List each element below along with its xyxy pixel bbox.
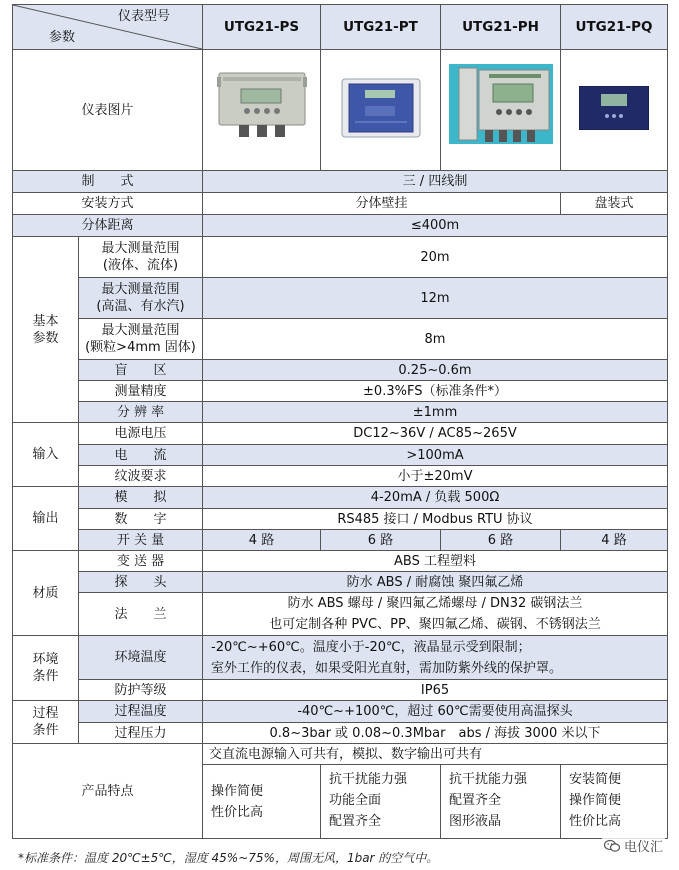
wechat-icon <box>604 839 620 853</box>
protection-label: 防护等级 <box>79 680 203 701</box>
process-temp-label: 过程温度 <box>79 701 203 723</box>
device-image-ps <box>203 50 321 171</box>
model-pq: UTG21-PQ <box>561 5 668 50</box>
range-hot-label <box>79 278 203 319</box>
flange-line1: 防水 ABS 螺母 / 聚四氟乙烯螺母 / DN32 碳钢法兰 <box>287 596 583 611</box>
feature-item: 性价比高 <box>569 814 622 829</box>
model-pt: UTG21-PT <box>321 5 441 50</box>
distance-label: 分体距离 <box>13 215 203 237</box>
feature-item: 操作简便 <box>569 793 622 808</box>
environment-group-line1: 环境 <box>32 652 59 667</box>
flange-line2: 也可定制各种 PVC、PP、聚四氟乙烯、碳钢、不锈钢法兰 <box>269 617 601 632</box>
transmitter-label: 变 送 器 <box>79 551 203 572</box>
current-value: >100mA <box>203 445 668 466</box>
switch-value-ph: 6 路 <box>441 530 561 551</box>
features-ph <box>441 765 561 839</box>
process-temp-value: -40℃~+100℃，超过 60℃需要使用高温探头 <box>203 701 668 723</box>
ripple-label: 纹波要求 <box>79 466 203 487</box>
device-ph-image <box>449 60 553 156</box>
mount-value-panel: 盘装式 <box>561 193 668 215</box>
features-common: 交直流电源输入可共有，模拟、数字输出可共有 <box>203 744 668 765</box>
probe-value: 防水 ABS / 耐腐蚀 聚四氟乙烯 <box>203 572 668 593</box>
device-image-ph <box>441 50 561 171</box>
feature-item: 抗干扰能力强 <box>449 772 528 787</box>
range-liquid-label <box>79 237 203 278</box>
env-temp-line1: -20℃~+60℃。温度小于-20℃，液晶显示受到限制； <box>211 639 531 655</box>
feature-item: 安装简便 <box>569 772 622 787</box>
env-temp-line2: 室外工作的仪表，如果受阳光直射，需加防紫外线的保护罩。 <box>211 660 563 676</box>
process-pressure-value: 0.8~3bar 或 0.08~0.3Mbar abs / 海拔 3000 米以下 <box>203 723 668 744</box>
photo-row-label: 仪表图片 <box>13 50 203 171</box>
switch-value-pq: 4 路 <box>561 530 668 551</box>
basic-group-label <box>13 237 79 423</box>
footnote: *标准条件：温度 20℃±5℃，湿度 45%~75%，周围无风，1bar 的空气中。 <box>18 851 439 865</box>
features-pt <box>321 765 441 839</box>
param-label: 参数 <box>49 30 76 45</box>
process-group-label <box>13 701 79 744</box>
feature-item: 抗干扰能力强 <box>329 772 408 787</box>
feature-item: 图形液晶 <box>449 814 502 829</box>
mount-label: 安装方式 <box>13 193 203 215</box>
blind-value: 0.25~0.6m <box>203 360 668 381</box>
feature-item: 性价比高 <box>211 804 264 820</box>
range-liquid-line1: 最大测量范围 <box>101 241 180 256</box>
range-hot-line1: 最大测量范围 <box>101 282 180 297</box>
device-pq-image <box>579 86 649 130</box>
feature-item: 配置齐全 <box>329 814 382 829</box>
digital-label: 数 字 <box>79 509 203 530</box>
analog-label: 模 拟 <box>79 487 203 509</box>
range-particle-line1: 最大测量范围 <box>101 323 180 338</box>
switch-label: 开 关 量 <box>79 530 203 551</box>
feature-item: 功能全面 <box>329 793 382 808</box>
mount-value-split: 分体壁挂 <box>203 193 561 215</box>
distance-value: ≤400m <box>203 215 668 237</box>
flange-value <box>203 593 668 636</box>
feature-item: 操作简便 <box>211 783 264 799</box>
accuracy-label: 测量精度 <box>79 381 203 402</box>
switch-value-pt: 6 路 <box>321 530 441 551</box>
voltage-value: DC12~36V / AC85~265V <box>203 423 668 445</box>
env-temp-label: 环境温度 <box>79 636 203 680</box>
range-hot-line2: (高温、有水汽) <box>96 299 185 314</box>
basic-group-line1: 基本 <box>32 313 59 329</box>
range-liquid-value: 20m <box>203 237 668 278</box>
analog-value: 4-20mA / 负载 500Ω <box>203 487 668 509</box>
probe-label: 探 头 <box>79 572 203 593</box>
blind-label: 盲 区 <box>79 360 203 381</box>
range-particle-value: 8m <box>203 319 668 360</box>
flange-label: 法 兰 <box>79 593 203 636</box>
range-hot-value: 12m <box>203 278 668 319</box>
features-pq <box>561 765 668 839</box>
switch-value-ps: 4 路 <box>203 530 321 551</box>
resolution-value: ±1mm <box>203 402 668 423</box>
output-group-label: 输出 <box>13 487 79 551</box>
digital-value: RS485 接口 / Modbus RTU 协议 <box>203 509 668 530</box>
features-label: 产品特点 <box>13 744 203 839</box>
model-label: 仪表型号 <box>117 9 170 24</box>
spec-table <box>12 4 668 839</box>
range-particle-line2: (颗粒>4mm 固体) <box>85 340 196 355</box>
voltage-label: 电源电压 <box>79 423 203 445</box>
basic-group-line2: 参数 <box>32 330 59 346</box>
environment-group-line2: 条件 <box>32 669 59 684</box>
accuracy-value: ±0.3%FS（标准条件*） <box>203 381 668 402</box>
header-corner-cell <box>13 5 203 50</box>
range-liquid-line2: (液体、流体) <box>102 258 179 273</box>
input-group-label: 输入 <box>13 423 79 487</box>
feature-item: 配置齐全 <box>449 793 502 808</box>
resolution-label: 分 辨 率 <box>79 402 203 423</box>
watermark <box>602 836 665 855</box>
model-ps: UTG21-PS <box>203 5 321 50</box>
environment-group-label <box>13 636 79 701</box>
ripple-value: 小于±20mV <box>203 466 668 487</box>
protection-value: IP65 <box>203 680 668 701</box>
device-ps-image <box>217 67 307 149</box>
model-ph: UTG21-PH <box>441 5 561 50</box>
watermark-text: 电仪汇 <box>623 840 663 855</box>
device-image-pt <box>321 50 441 171</box>
device-pt-image <box>341 78 421 138</box>
current-label: 电 流 <box>79 445 203 466</box>
device-image-pq <box>561 50 668 171</box>
range-particle-label <box>79 319 203 360</box>
features-ps <box>203 765 321 839</box>
system-label: 制 式 <box>13 171 203 193</box>
env-temp-value <box>203 636 668 680</box>
process-group-line1: 过程 <box>32 706 59 721</box>
system-value: 三 / 四线制 <box>203 171 668 193</box>
material-group-label: 材质 <box>13 551 79 636</box>
process-pressure-label: 过程压力 <box>79 723 203 744</box>
process-group-line2: 条件 <box>32 723 59 738</box>
transmitter-value: ABS 工程塑料 <box>203 551 668 572</box>
